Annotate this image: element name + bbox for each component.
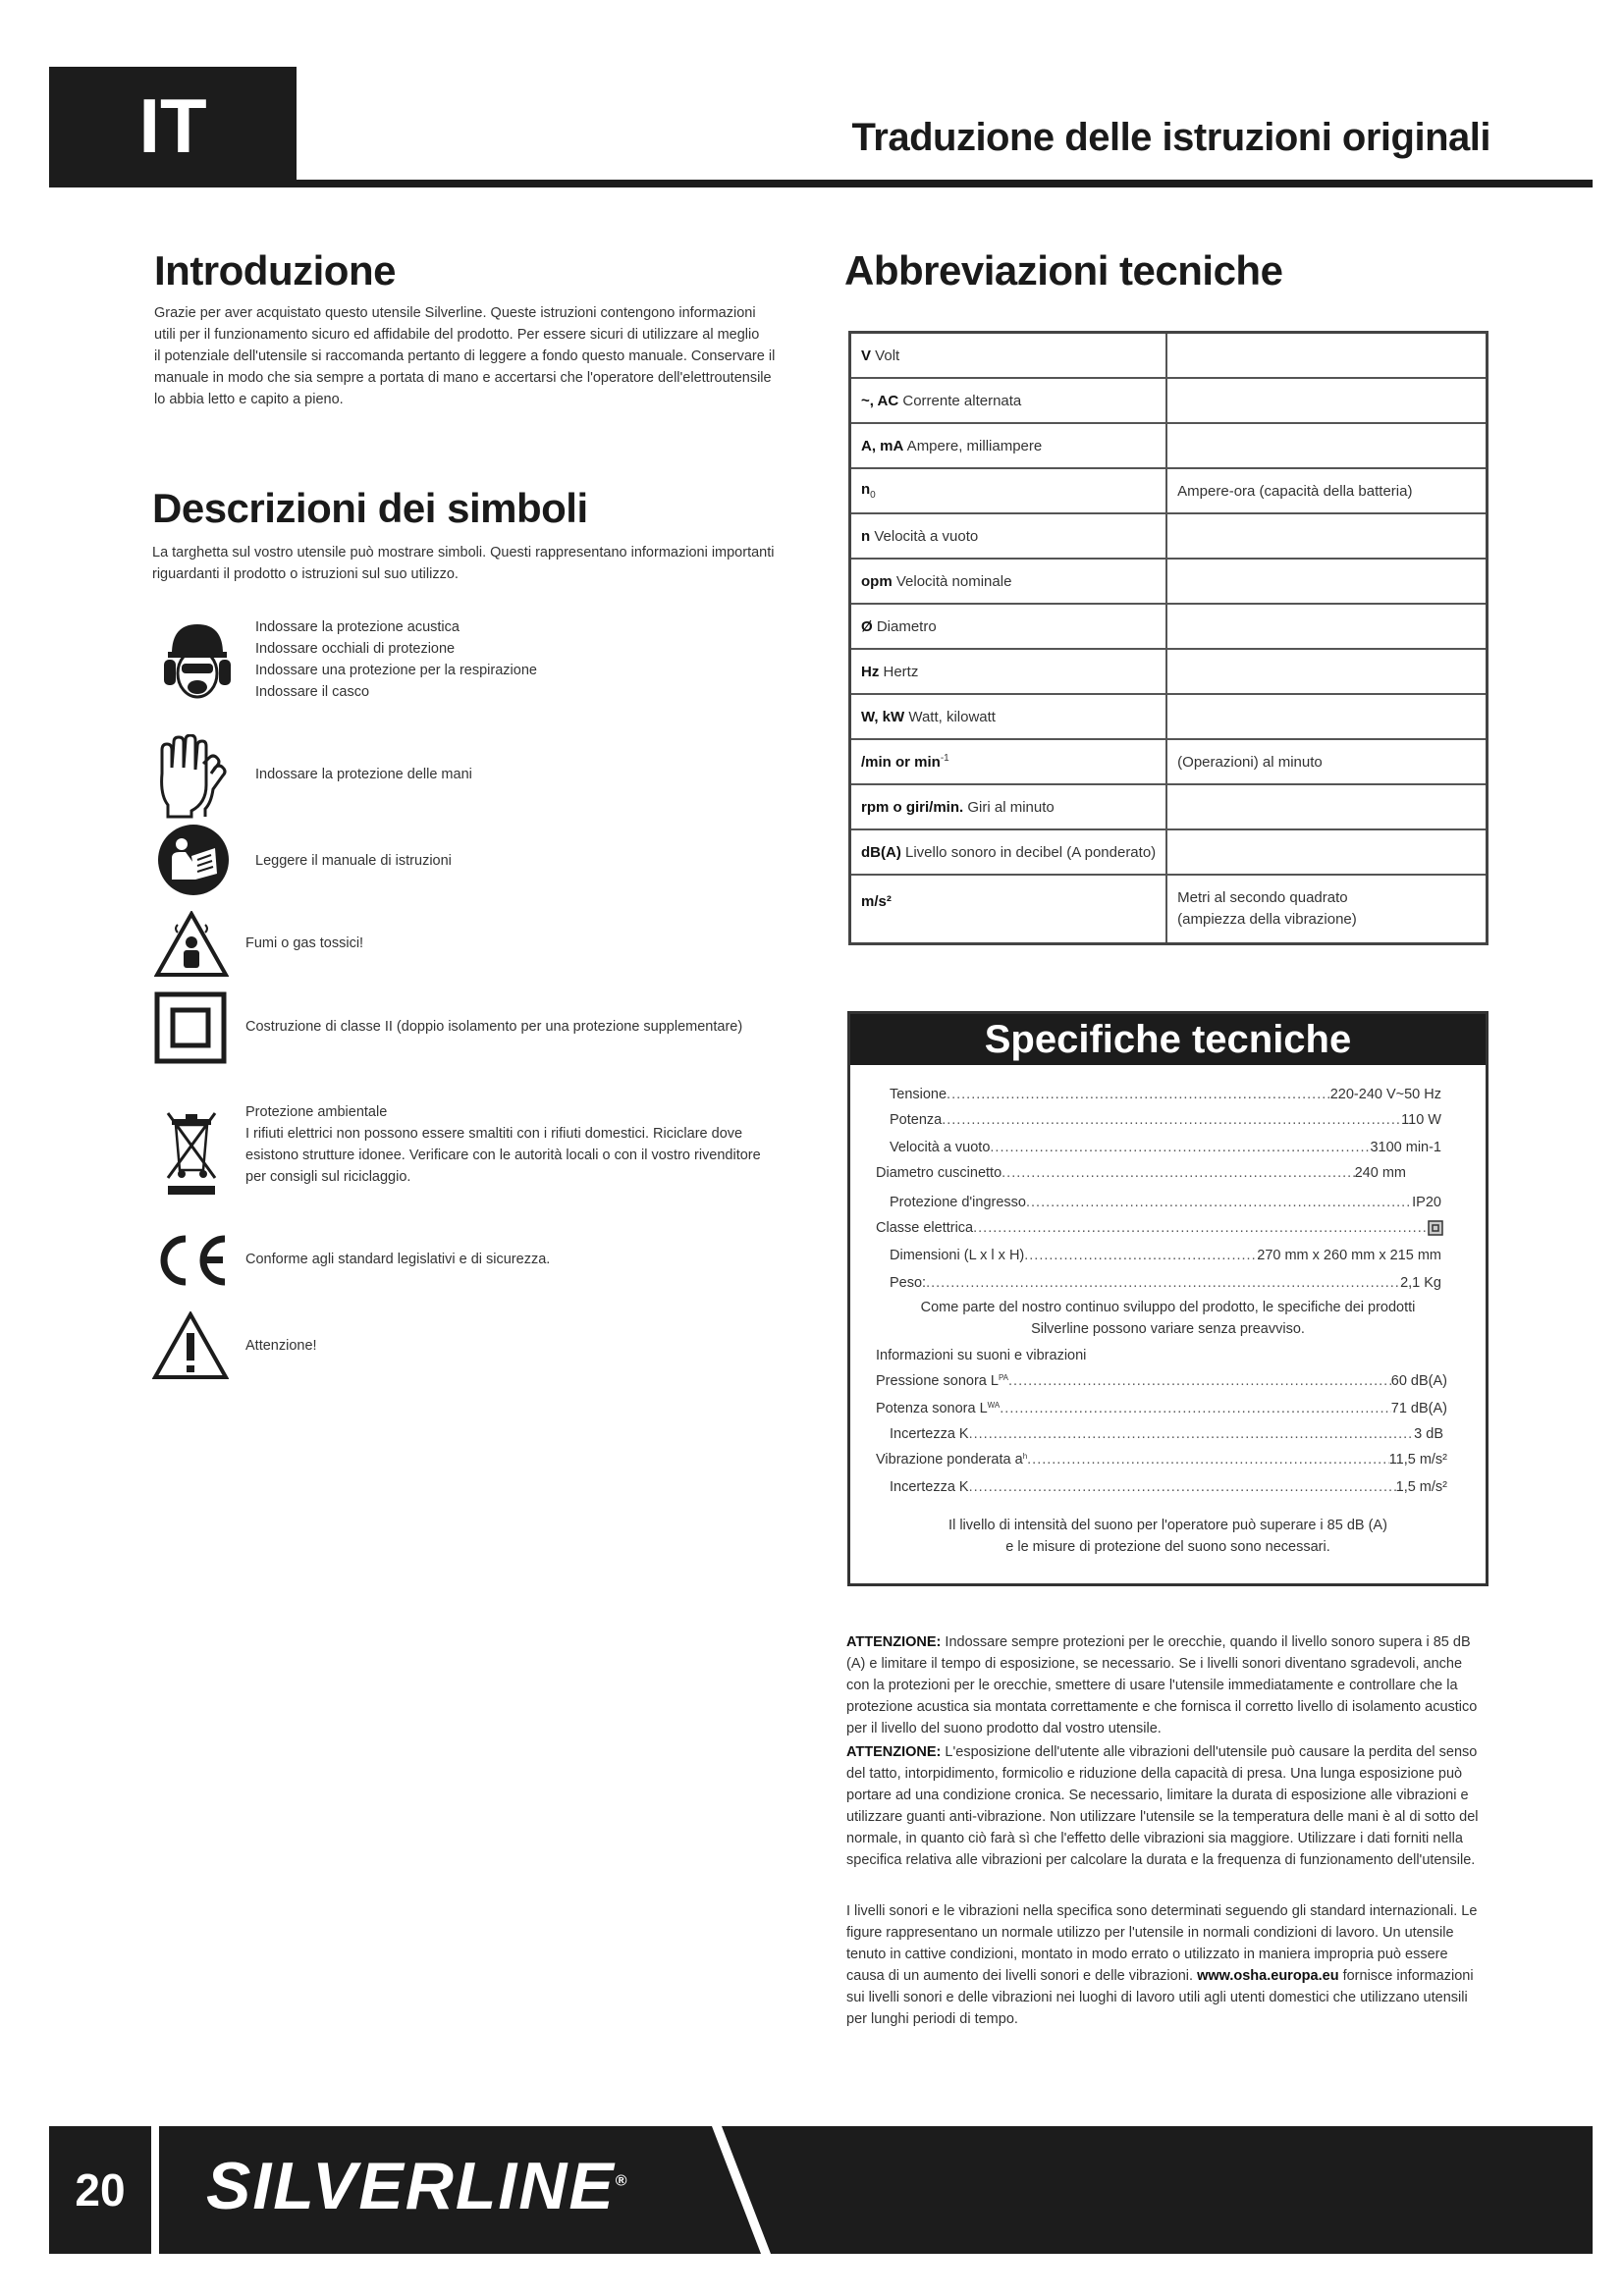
spec-note-line: Il livello di intensità del suono per l'operatore può superare i 85 dB (A) — [948, 1518, 1387, 1533]
abbr-code: Hz — [861, 663, 880, 680]
abbr-right — [1166, 604, 1487, 649]
sound-sub: h — [1022, 1452, 1028, 1461]
warning-label: ATTENZIONE: — [846, 1634, 942, 1650]
abbr-code: rpm o giri/min. — [861, 798, 964, 816]
toxic-fumes-icon — [154, 911, 229, 978]
abbr-code: dB(A) — [861, 843, 901, 861]
spec-label: Peso: — [890, 1275, 927, 1291]
symbol-text-line: Indossare una protezione per la respirazione — [255, 663, 537, 678]
table-row — [850, 829, 1488, 875]
spec-note-line: e le misure di protezione del suono sono necessari. — [1005, 1539, 1330, 1555]
spec-label: Protezione d'ingresso — [890, 1195, 1026, 1210]
document-title: Traduzione delle istruzioni originali — [851, 116, 1490, 159]
symbol-text-line: per consigli sul riciclaggio. — [245, 1169, 411, 1185]
abbr-right-2: (ampiezza della vibrazione) — [1177, 910, 1357, 928]
abbr-code: ~, AC — [861, 392, 899, 409]
spec-row — [876, 1165, 1406, 1181]
abbr-right — [1166, 423, 1487, 468]
ce-mark-icon — [152, 1233, 231, 1288]
spec-row — [890, 1195, 1441, 1210]
info-text-2: fornisce informazioni sui livelli sonori e delle vibrazioni nei luoghi di lavoro utili agli utenti domestici che utilizzano utensili per lunghi periodi di tempo. — [846, 1968, 1474, 2027]
sound-label: Incertezza K — [890, 1426, 969, 1442]
table-row — [850, 513, 1488, 559]
sound-value: 3 dB — [1414, 1426, 1443, 1442]
language-tab — [49, 67, 297, 185]
abbreviations-table — [848, 331, 1489, 945]
registered-mark: ® — [615, 2172, 629, 2190]
warning-text: Indossare sempre protezioni per le orecchie, quando il livello sonoro supera i 85 dB (A) e limitare il tempo di esposizione, se necessario. Se i livelli sonori diventano sgradevoli, anche con la protezioni per le orecchie, smettere di usare l'utensile immediatamente e controllare che la protezione acustica sia montata correttamente e che fornisca il corretto livello di isolamento acustico per il livello del suono prodotto dal vostro utensile. — [846, 1634, 1478, 1736]
header-rule — [49, 180, 1593, 187]
intro-line: Grazie per aver acquistato questo utensile Silverline. Queste istruzioni contengono informazioni — [154, 305, 756, 321]
table-row — [850, 604, 1488, 649]
gloves-icon — [152, 734, 235, 819]
spec-value: 270 mm x 260 mm x 215 mm — [1257, 1248, 1441, 1263]
spec-row — [890, 1275, 1441, 1291]
symbol-text-line: esistono strutture idonee. Verificare con le autorità locali o con il vostro rivenditore — [245, 1148, 761, 1163]
symbol-text-line: Attenzione! — [245, 1338, 317, 1354]
abbr-desc: Hertz — [879, 663, 919, 680]
abbr-right — [1166, 333, 1487, 379]
spec-note — [850, 1297, 1486, 1340]
spec-value: 110 W — [1401, 1112, 1441, 1128]
read-manual-icon — [156, 823, 231, 897]
warning-label: ATTENZIONE: — [846, 1744, 942, 1760]
spec-label: Diametro cuscinetto — [876, 1165, 1002, 1181]
sound-value: 11,5 m/s² — [1388, 1452, 1447, 1468]
table-row — [850, 468, 1488, 513]
abbr-desc: Ampere, milliampere — [903, 437, 1043, 454]
intro-line: il potenziale dell'utensile si raccomanda pertanto di leggere a fondo questo manuale. Conservare il — [154, 348, 776, 364]
warning-paragraph — [846, 1741, 1485, 1871]
sound-label: Pressione sonora L — [876, 1373, 999, 1389]
sound-value: 60 dB(A) — [1390, 1373, 1447, 1389]
symbols-intro-line: riguardanti il prodotto o istruzioni sul suo utilizzo. — [152, 566, 459, 582]
abbr-code: n — [861, 527, 871, 545]
sound-value: 1,5 m/s² — [1395, 1479, 1447, 1495]
warning-paragraph — [846, 1631, 1485, 1739]
symbol-text-line: Indossare il casco — [255, 684, 370, 700]
intro-line: utili per il funzionamento sicuro ed affidabile del prodotto. Per essere sicuri di utilizzare al meglio — [154, 327, 760, 343]
sound-sub: WA — [987, 1401, 1001, 1410]
intro-section — [154, 247, 802, 410]
table-row — [850, 333, 1488, 379]
abbr-code: A, mA — [861, 437, 904, 454]
abbr-code: /min or min — [861, 754, 941, 771]
intro-line: manuale in modo che sia sempre a portata di mano e accertarsi che l'operatore dell'elettroutensile — [154, 370, 772, 386]
spec-label: Tensione — [890, 1087, 947, 1102]
spec-value: 220-240 V~50 Hz — [1329, 1087, 1441, 1102]
warning-text: L'esposizione dell'utente alle vibrazioni dell'utensile può causare la perdita del senso del tatto, intorpidimento, formicolio e riduzione della capacità di presa. Una lunga esposizione può portare ad una condizione cronica. Se necessario, limitare la durata di esposizione alle vibrazioni e utilizzare guanti anti-vibrazione. Non utilizzare l'utensile se la temperatura delle mani è al di sotto del normale, in quanto ciò farà sì che l'effetto delle vibrazioni sia maggiore. Utilizzare i dati forniti nella specifica relativa alle vibrazioni per calcolare la durata e la frequenza di funzionamento dell'utensile. — [846, 1744, 1479, 1868]
abbr-desc: Velocità a vuoto — [870, 527, 979, 545]
table-row — [850, 784, 1488, 829]
table-row — [850, 694, 1488, 739]
sound-label: Potenza sonora L — [876, 1401, 988, 1416]
abbr-desc: Volt — [871, 347, 900, 364]
sound-row — [876, 1373, 1447, 1389]
spec-row — [890, 1112, 1441, 1128]
specs-box — [847, 1011, 1489, 1586]
abbr-code: W, kW — [861, 708, 905, 725]
table-row — [850, 423, 1488, 468]
symbol-text-line: Costruzione di classe II (doppio isolamento per una protezione supplementare) — [245, 1019, 743, 1035]
silverline-logo — [206, 2148, 629, 2224]
abbr-desc: Watt, kilowatt — [904, 708, 996, 725]
class-ii-icon — [154, 991, 227, 1064]
specs-heading: Specifiche tecniche — [850, 1014, 1486, 1065]
spec-value: IP20 — [1412, 1195, 1441, 1210]
table-row — [850, 875, 1488, 943]
spec-note — [850, 1515, 1486, 1558]
abbr-code: Ø — [861, 617, 873, 635]
abbr-right — [1166, 559, 1487, 604]
info-paragraph — [846, 1900, 1485, 2030]
abbr-desc: Giri al minuto — [963, 798, 1055, 816]
symbol-text-line: I rifiuti elettrici non possono essere smaltiti con i rifiuti domestici. Riciclare dove — [245, 1126, 743, 1142]
spec-note-line: Silverline possono variare senza preavviso. — [1031, 1321, 1305, 1337]
symbol-text-line: Protezione ambientale — [245, 1104, 388, 1120]
footer-slash-decoration — [692, 2126, 781, 2254]
symbols-intro — [152, 542, 820, 585]
language-code: IT — [138, 81, 207, 169]
sound-label: Incertezza K — [890, 1479, 969, 1495]
symbols-heading: Descrizioni dei simboli — [152, 485, 588, 531]
spec-row — [890, 1087, 1441, 1102]
abbr-right — [1166, 694, 1487, 739]
info-text: I livelli sonori e le vibrazioni nella specifica sono determinati seguendo gli standard internazionali. Le figure rappresentano un normale utilizzo per l'utensile in normali condizioni di lavoro. Un utensile tenuto in cattive condizioni, montato in modo errato o utilizzato in maniera impropria può essere causa di un aumento dei livelli sonori e delle vibrazioni. — [846, 1903, 1478, 1984]
abbr-sub: 0 — [870, 490, 876, 501]
spec-value: 240 mm — [1354, 1165, 1406, 1181]
symbol-text-line: Indossare la protezione delle mani — [255, 767, 472, 782]
sound-row — [890, 1479, 1447, 1495]
symbols-intro-line: La targhetta sul vostro utensile può mostrare simboli. Questi rappresentano informazioni importanti — [152, 545, 775, 561]
symbol-text-line: Conforme agli standard legislativi e di sicurezza. — [245, 1252, 551, 1267]
abbr-right: (Operazioni) al minuto — [1166, 739, 1487, 784]
abbr-right — [1166, 513, 1487, 559]
table-row — [850, 649, 1488, 694]
symbol-text-line: Leggere il manuale di istruzioni — [255, 853, 452, 869]
abbr-desc: Diametro — [872, 617, 937, 635]
abbr-right: Metri al secondo quadrato — [1177, 888, 1348, 906]
weee-bin-icon — [162, 1109, 221, 1198]
abbr-desc: Corrente alternata — [898, 392, 1022, 409]
intro-line: lo abbia letto e capito a pieno. — [154, 392, 344, 407]
intro-text — [154, 302, 802, 410]
abbr-sup: -1 — [940, 753, 949, 764]
abbreviations-heading: Abbreviazioni tecniche — [844, 247, 1283, 294]
spec-label: Potenza — [890, 1112, 943, 1128]
spec-value: 3100 min-1 — [1370, 1140, 1441, 1155]
ppe-head-icon — [158, 616, 237, 705]
symbol-text-line: Indossare la protezione acustica — [255, 619, 460, 635]
sound-row — [876, 1452, 1447, 1468]
symbol-text-line: Fumi o gas tossici! — [245, 935, 364, 951]
abbr-desc: Velocità nominale — [892, 572, 1012, 590]
warning-triangle-icon — [152, 1311, 229, 1380]
table-row — [850, 378, 1488, 423]
spec-value: 2,1 Kg — [1400, 1275, 1441, 1291]
osha-link[interactable]: www.osha.europa.eu — [1197, 1968, 1339, 1984]
spec-row — [876, 1220, 1426, 1236]
table-row — [850, 559, 1488, 604]
intro-heading: Introduzione — [154, 247, 396, 294]
sound-row — [890, 1426, 1443, 1442]
abbr-right: Ampere-ora (capacità della batteria) — [1166, 468, 1487, 513]
spec-row — [890, 1140, 1441, 1155]
spec-note-line: Come parte del nostro continuo sviluppo del prodotto, le specifiche dei prodotti — [920, 1300, 1416, 1315]
logo-text: SILVERLINE — [206, 2149, 616, 2223]
sound-row — [876, 1401, 1447, 1416]
footer-divider — [151, 2126, 159, 2254]
table-row — [850, 739, 1488, 784]
abbr-code: n — [861, 481, 871, 498]
sound-sub: PA — [998, 1373, 1009, 1382]
spec-label: Dimensioni (L x l x H) — [890, 1248, 1025, 1263]
sound-heading: Informazioni su suoni e vibrazioni — [876, 1348, 1087, 1363]
spec-row — [890, 1248, 1441, 1263]
class-ii-small-icon — [1428, 1220, 1443, 1236]
abbr-right — [1166, 829, 1487, 875]
spec-label: Classe elettrica — [876, 1220, 974, 1236]
symbols-section — [152, 485, 820, 585]
abbr-code: m/s² — [861, 893, 892, 910]
spec-label: Velocità a vuoto — [890, 1140, 991, 1155]
abbr-right — [1166, 649, 1487, 694]
abbr-code: V — [861, 347, 872, 364]
abbr-right — [1166, 378, 1487, 423]
abbr-desc: Livello sonoro in decibel (A ponderato) — [900, 843, 1157, 861]
abbr-code: opm — [861, 572, 893, 590]
abbr-right — [1166, 784, 1487, 829]
sound-value: 71 dB(A) — [1390, 1401, 1447, 1416]
sound-label: Vibrazione ponderata a — [876, 1452, 1023, 1468]
symbol-text-line: Indossare occhiali di protezione — [255, 641, 456, 657]
page-number: 20 — [75, 2164, 126, 2216]
